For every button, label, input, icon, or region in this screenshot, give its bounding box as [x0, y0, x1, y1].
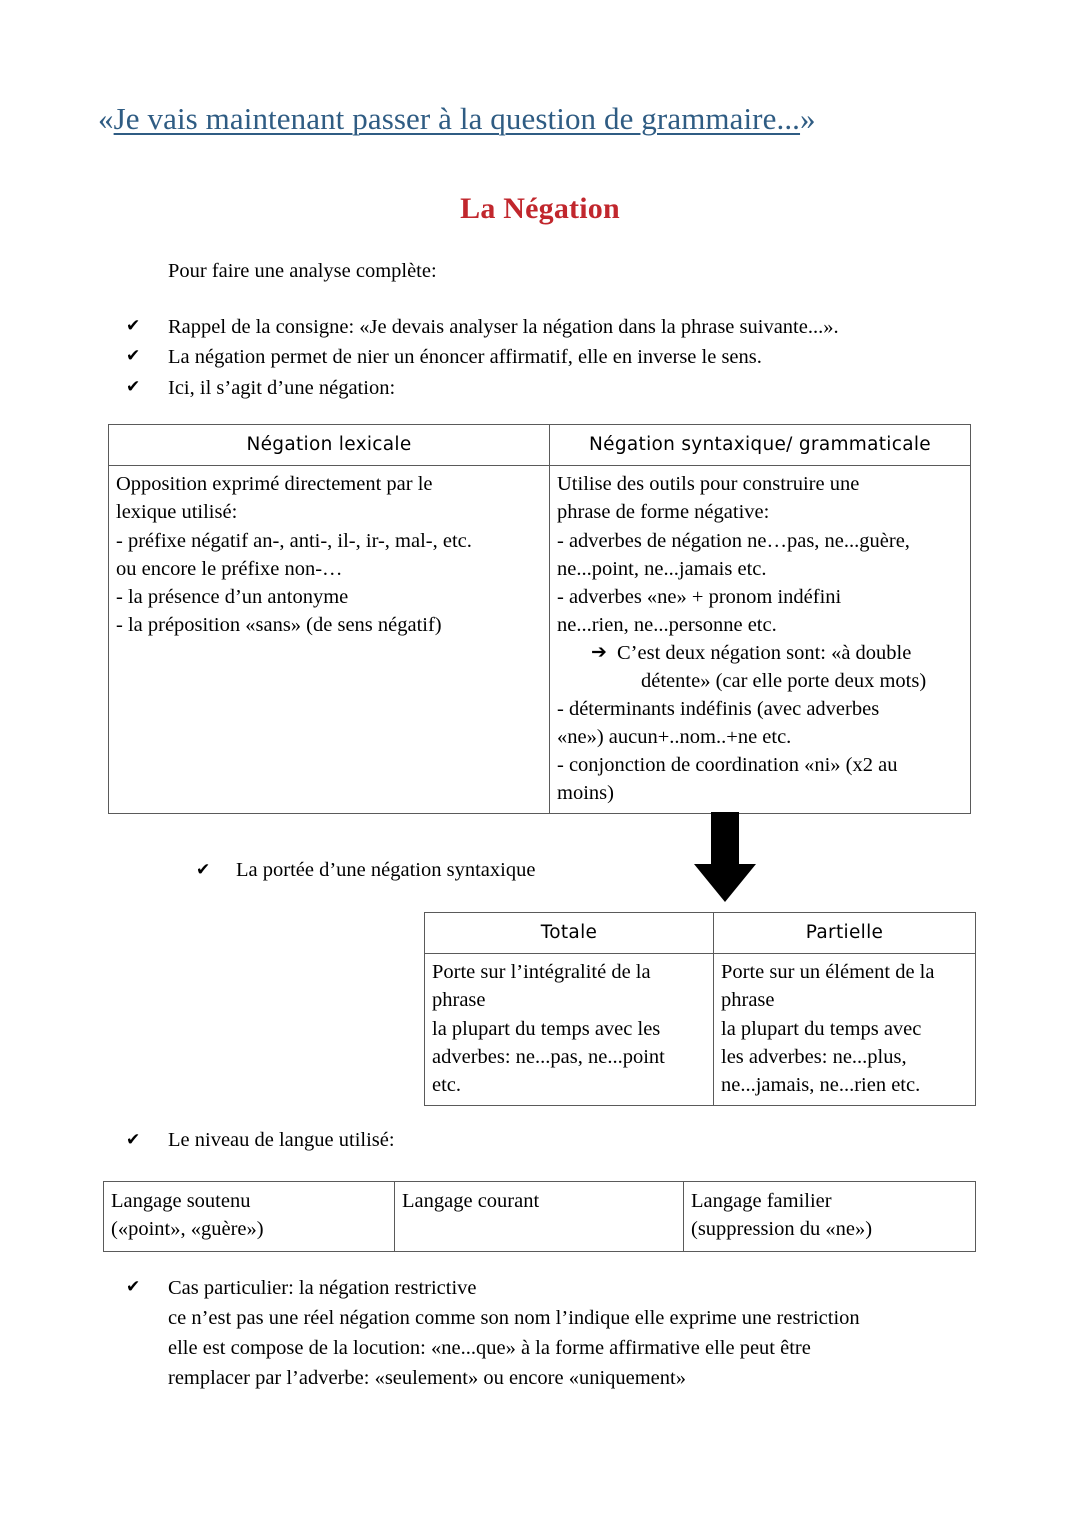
- cell-lines: [721, 958, 968, 1098]
- cell-lines: [691, 1187, 968, 1243]
- closing-line: elle est compose de la locution: «ne...que» à la forme affirmative elle peut être: [168, 1337, 811, 1360]
- cell-line: - déterminants indéfinis (avec adverbes: [557, 697, 880, 720]
- cell-line: Opposition exprimé directement par le: [116, 473, 433, 496]
- intro-bullet-list: [126, 312, 986, 403]
- list-item: [126, 373, 986, 403]
- sub-bullet-line-2: détente» (car elle porte deux mots): [641, 669, 927, 692]
- closing-line: Cas particulier: la négation restrictive: [168, 1277, 477, 1299]
- cell-langage-familier: [684, 1182, 976, 1252]
- sub-bullet-item: [591, 639, 963, 695]
- closing-text: [168, 1273, 1026, 1394]
- checkmark-icon: ✔: [196, 860, 211, 880]
- cell-line: phrase: [721, 989, 775, 1012]
- cell-line: («point», «guère»): [111, 1218, 264, 1241]
- column-header-partielle: Partielle: [714, 913, 976, 954]
- cell-line: ou encore le préfixe non-…: [116, 557, 343, 580]
- cell-portee-totale: [425, 954, 714, 1105]
- title-close-quote: »: [800, 101, 816, 136]
- table-row: [425, 954, 976, 1105]
- cell-line: Porte sur l’intégralité de la: [432, 961, 651, 984]
- table-row: [109, 466, 971, 814]
- cell-langage-courant: [395, 1182, 684, 1252]
- title-main-text: Je vais maintenant passer à la question de grammaire...: [113, 101, 801, 136]
- cell-line: Utilise des outils pour construire une: [557, 473, 860, 496]
- table-registres: [103, 1181, 976, 1252]
- cell-line: moins): [557, 782, 614, 805]
- cell-line: lexique utilisé:: [116, 501, 238, 524]
- checkmark-icon: ✔: [126, 346, 141, 367]
- cell-line: Porte sur un élément de la: [721, 961, 935, 984]
- cell-line: phrase: [432, 989, 486, 1012]
- checkmark-icon: ✔: [126, 316, 141, 336]
- niveau-langue-label: Le niveau de langue utilisé:: [168, 1129, 395, 1151]
- cell-line: - préfixe négatif an-, anti-, il-, ir-, mal-, etc.: [116, 529, 472, 552]
- cell-line: ne...jamais, ne...rien etc.: [721, 1073, 921, 1096]
- cell-line: Langage soutenu: [111, 1190, 251, 1212]
- column-header-negation-lexicale: Négation lexicale: [109, 425, 550, 466]
- cell-line: phrase de forme négative:: [557, 501, 770, 524]
- cell-line: - adverbes de négation ne…pas, ne...guère,: [557, 529, 910, 552]
- cell-line: les adverbes: ne...plus,: [721, 1045, 907, 1068]
- cell-lines: [116, 470, 542, 638]
- checkmark-icon: ✔: [126, 1277, 141, 1297]
- table-negation-types: [108, 424, 971, 814]
- list-item: [126, 342, 986, 372]
- table-row: [104, 1182, 976, 1252]
- cell-line: etc.: [432, 1073, 462, 1096]
- portee-label: La portée d’une négation syntaxique: [236, 859, 536, 881]
- checkmark-icon: ✔: [126, 376, 141, 397]
- list-item-label: La négation permet de nier un énoncer affirmatif, elle en inverse le sens.: [168, 346, 762, 369]
- checkmark-icon: ✔: [126, 1130, 141, 1150]
- cell-line: Langage courant: [402, 1190, 540, 1212]
- down-arrow-icon: [694, 812, 756, 902]
- title-open-quote: «: [98, 101, 114, 136]
- table-row: [109, 425, 971, 466]
- cell-lines: [432, 958, 706, 1098]
- niveau-langue-bullet-item: [126, 1126, 395, 1155]
- table-portee: [424, 912, 976, 1106]
- page-title: [98, 101, 816, 137]
- cell-lines: [557, 470, 963, 807]
- sub-bullet-line-1: C’est deux négation sont: «à double: [617, 641, 912, 664]
- cell-line: (suppression du «ne»): [691, 1218, 873, 1241]
- cell-line: la plupart du temps avec: [721, 1017, 922, 1040]
- cell-line: adverbes: ne...pas, ne...point: [432, 1045, 665, 1068]
- column-header-negation-syntaxique: Négation syntaxique/ grammaticale: [550, 425, 971, 466]
- list-item-label: Rappel de la consigne: «Je devais analyser la négation dans la phrase suivante...».: [168, 316, 839, 338]
- table-row: [425, 913, 976, 954]
- cell-line: - adverbes «ne» + pronom indéfini: [557, 585, 842, 608]
- cell-line: - la préposition «sans» (de sens négatif): [116, 613, 442, 636]
- page-subtitle: La Négation: [460, 192, 620, 225]
- closing-line: ce n’est pas une réel négation comme son nom l’indique elle exprime une restriction: [168, 1307, 860, 1330]
- cell-negation-lexicale: [109, 466, 550, 814]
- list-item-label: Ici, il s’agit d’une négation:: [168, 376, 396, 399]
- list-item: [126, 312, 986, 342]
- portee-bullet-item: [196, 856, 535, 885]
- cell-line: «ne») aucun+..nom..+ne etc.: [557, 726, 792, 749]
- cell-line: ne...point, ne...jamais etc.: [557, 557, 767, 580]
- sub-bullet-label: [617, 639, 963, 695]
- cell-line: - la présence d’un antonyme: [116, 585, 349, 608]
- cell-lines: [402, 1187, 676, 1215]
- cell-langage-soutenu: [104, 1182, 395, 1252]
- column-header-totale: Totale: [425, 913, 714, 954]
- cell-portee-partielle: [714, 954, 976, 1105]
- cell-lines: [111, 1187, 387, 1243]
- closing-bullet-item: [126, 1273, 1026, 1394]
- cell-line: Langage familier: [691, 1190, 832, 1212]
- cell-line: la plupart du temps avec les: [432, 1017, 661, 1040]
- right-arrow-icon: ➔: [591, 640, 607, 663]
- closing-line: remplacer par l’adverbe: «seulement» ou encore «uniquement»: [168, 1367, 686, 1390]
- cell-line: - conjonction de coordination «ni» (x2 au: [557, 754, 898, 777]
- cell-negation-syntaxique: [550, 466, 971, 814]
- cell-line: ne...rien, ne...personne etc.: [557, 613, 777, 636]
- intro-lead-text: Pour faire une analyse complète:: [168, 260, 437, 282]
